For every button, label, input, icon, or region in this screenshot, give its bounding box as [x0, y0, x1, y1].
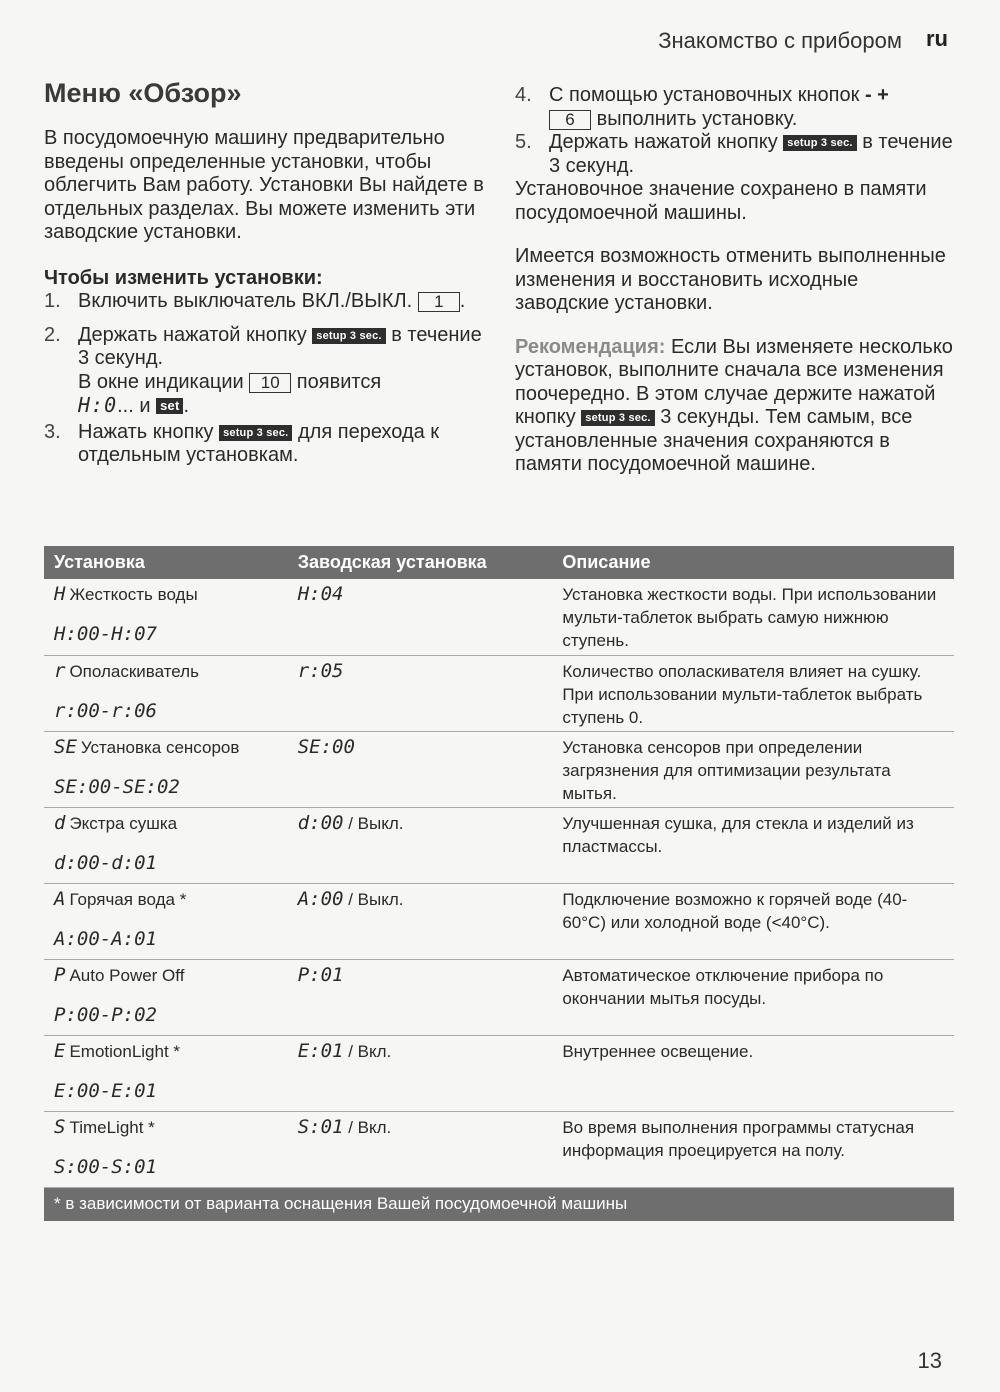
default-value: SE:00: [297, 735, 355, 758]
setting-name-line: [54, 1040, 278, 1080]
column-header: Описание: [552, 546, 954, 579]
footnote-row: [44, 1187, 954, 1221]
step-3: [44, 421, 484, 468]
setting-symbol: SE: [54, 735, 77, 758]
default-value: E:01: [297, 1039, 344, 1062]
setting-range: P:00-P:02: [54, 1003, 157, 1026]
default-value: d:00: [297, 811, 344, 834]
step-text: Держать нажатой кнопку: [78, 323, 307, 346]
default-note: / Выкл.: [348, 889, 404, 909]
set-indicator-icon: set: [156, 398, 183, 414]
setup-key-icon: setup 3 sec.: [783, 135, 856, 151]
step-text: для перехода к отдельным установкам.: [78, 420, 440, 466]
setting-range: H:00-H:07: [54, 623, 157, 645]
header-title: Знакомство с прибором: [658, 28, 902, 53]
step-1: 1. Включить выключатель ВКЛ./ВЫКЛ. 1 .: [44, 290, 466, 312]
setting-cell: [44, 807, 288, 883]
description-cell: Внутреннее освещение.: [552, 1035, 954, 1111]
callout-box: 1: [418, 292, 460, 312]
table-row: [44, 1035, 954, 1111]
section-title: Меню «Обзор»: [44, 78, 242, 108]
steps-list: [44, 290, 484, 468]
description-cell: Количество ополаскивателя влияет на сушку. При использовании мульти-таблеток выбрать ступень 0.: [552, 655, 954, 731]
setting-name: Установка сенсоров: [80, 737, 240, 757]
right-column: [515, 84, 955, 477]
setting-cell: [44, 579, 288, 655]
setting-name-line: [54, 660, 278, 700]
table-header-row: [44, 546, 954, 579]
default-note: / Вкл.: [348, 1117, 392, 1137]
recommendation-text: 3 секунды. Тем самым, все установленные значения сохраняются в памяти посудомоечной машине.: [515, 406, 913, 475]
step-text: выполнить установку.: [596, 107, 798, 130]
setting-symbol: A: [54, 887, 66, 910]
step-number: 2.: [44, 323, 61, 346]
setting-name: Жесткость воды: [69, 585, 198, 604]
step-text: появится: [296, 370, 382, 393]
setting-cell: [44, 731, 288, 807]
description-cell: Автоматическое отключение прибора по окончании мытья посуды.: [552, 959, 954, 1035]
column-header: Установка: [44, 546, 288, 579]
steps-list-continued: [515, 84, 955, 178]
default-note: / Выкл.: [348, 813, 404, 833]
setting-cell: [44, 883, 288, 959]
description-cell: Установка жесткости воды. При использовании мульти-таблеток выбрать самую нижнюю ступень.: [552, 579, 954, 655]
setup-key-icon: setup 3 sec.: [219, 425, 292, 441]
default-value: r:05: [297, 659, 344, 682]
table-row: [44, 807, 954, 883]
default-cell: [288, 959, 553, 1035]
column-header: Заводская установка: [288, 546, 553, 579]
callout-box: 6: [549, 110, 591, 130]
setting-name-line: [54, 964, 278, 1004]
step-text: ... и: [117, 395, 151, 417]
table-row: [44, 731, 954, 807]
setting-name: Ополаскиватель: [69, 661, 199, 681]
step-text: Нажать кнопку: [78, 420, 214, 443]
default-value: S:01: [297, 1115, 344, 1138]
setting-symbol: P: [54, 963, 66, 986]
setting-name: TimeLight *: [69, 1117, 155, 1137]
steps-subheading: Чтобы изменить установки:: [44, 266, 323, 289]
setting-range: d:00-d:01: [54, 851, 157, 874]
step-number: 4.: [515, 84, 532, 106]
step-number: 5.: [515, 131, 532, 153]
intro-paragraph: В посудомоечную машину предварительно введены определенные установки, чтобы облегчить Вам работу. Установки Вы найдете в отдельных разделах. Вы можете изменить эти заводские установки.: [44, 127, 484, 243]
setting-range: A:00-A:01: [54, 927, 157, 950]
description-cell: Улучшенная сушка, для стекла и изделий из пластмассы.: [552, 807, 954, 883]
description-cell: Установка сенсоров при определении загрязнения для оптимизации результата мытья.: [552, 731, 954, 807]
recommendation-text: Если Вы изменяете несколько установок, выполните сначала все изменения поочередно. В этом случае держите нажатой кнопку: [515, 335, 953, 428]
reset-paragraph: Имеется возможность отменить выполненные изменения и восстановить исходные заводские установки.: [515, 245, 946, 314]
display-code: H:0: [78, 393, 118, 417]
footnote: * в зависимости от варианта оснащения Вашей посудомоечной машины: [44, 1187, 954, 1221]
table-row: [44, 1111, 954, 1187]
table-row: [44, 959, 954, 1035]
step-text: в течение 3 секунд.: [549, 131, 953, 177]
language-code: ru: [926, 26, 948, 51]
setting-range: SE:00-SE:02: [54, 775, 180, 798]
setting-symbol: r: [54, 659, 66, 682]
setting-name: EmotionLight *: [69, 1041, 181, 1061]
table-row: [44, 579, 954, 655]
default-value: P:01: [297, 963, 344, 986]
step-number: 1.: [44, 290, 61, 312]
setting-range: r:00-r:06: [54, 699, 157, 722]
step-4: [515, 84, 955, 131]
step-number: 3.: [44, 420, 61, 443]
step-text: С помощью установочных кнопок: [549, 84, 860, 106]
default-cell: [288, 883, 553, 959]
plus-minus-keys: - +: [864, 84, 889, 106]
step-5: [515, 131, 955, 178]
default-cell: [288, 655, 553, 731]
step-text: в течение 3 секунд.: [78, 323, 482, 369]
setting-symbol: S: [54, 1115, 66, 1138]
callout-box: 10: [249, 373, 291, 393]
setting-cell: [44, 655, 288, 731]
setup-key-icon: setup 3 sec.: [312, 328, 385, 344]
default-cell: [288, 1111, 553, 1187]
setting-name-line: [54, 1116, 278, 1156]
setting-range: S:00-S:01: [54, 1155, 157, 1178]
default-value: H:04: [297, 583, 344, 605]
setting-cell: [44, 959, 288, 1035]
setting-name-line: [54, 888, 278, 928]
setting-range: E:00-E:01: [54, 1079, 157, 1102]
setting-symbol: d: [54, 811, 66, 834]
step-text: В окне индикации: [78, 370, 244, 393]
page-number: 13: [917, 1348, 942, 1373]
table-row: [44, 883, 954, 959]
setting-symbol: H: [54, 583, 66, 605]
default-cell: [288, 1035, 553, 1111]
setting-name-line: [54, 583, 278, 623]
setup-key-icon: setup 3 sec.: [581, 410, 654, 426]
setting-cell: [44, 1111, 288, 1187]
setting-name-line: [54, 736, 278, 776]
setting-name-line: [54, 812, 278, 852]
step-text: Включить выключатель ВКЛ./ВЫКЛ.: [78, 290, 413, 312]
recommendation-paragraph: [515, 336, 955, 477]
left-column: [44, 127, 484, 468]
default-note: / Вкл.: [348, 1041, 392, 1061]
recommendation-label: Рекомендация:: [515, 335, 666, 358]
setting-symbol: E: [54, 1039, 66, 1062]
default-cell: [288, 579, 553, 655]
step-2: 2. Держать нажатой кнопку setup 3 sec. в течение 3 секунд. В окне индикации 10 появится H:0... и set .: [44, 323, 482, 417]
table-row: [44, 655, 954, 731]
default-value: A:00: [297, 887, 344, 910]
setting-name: Auto Power Off: [69, 965, 185, 985]
default-cell: [288, 807, 553, 883]
default-cell: [288, 731, 553, 807]
settings-table: [44, 546, 954, 1221]
saved-paragraph: Установочное значение сохранено в памяти посудомоечной машины.: [515, 178, 927, 224]
description-cell: Во время выполнения программы статусная информация проецируется на полу.: [552, 1111, 954, 1187]
description-cell: Подключение возможно к горячей воде (40-60°C) или холодной воде (<40°C).: [552, 883, 954, 959]
setting-name: Горячая вода *: [69, 889, 187, 909]
step-text: Держать нажатой кнопку: [549, 131, 778, 153]
setting-name: Экстра сушка: [69, 813, 178, 833]
setting-cell: [44, 1035, 288, 1111]
